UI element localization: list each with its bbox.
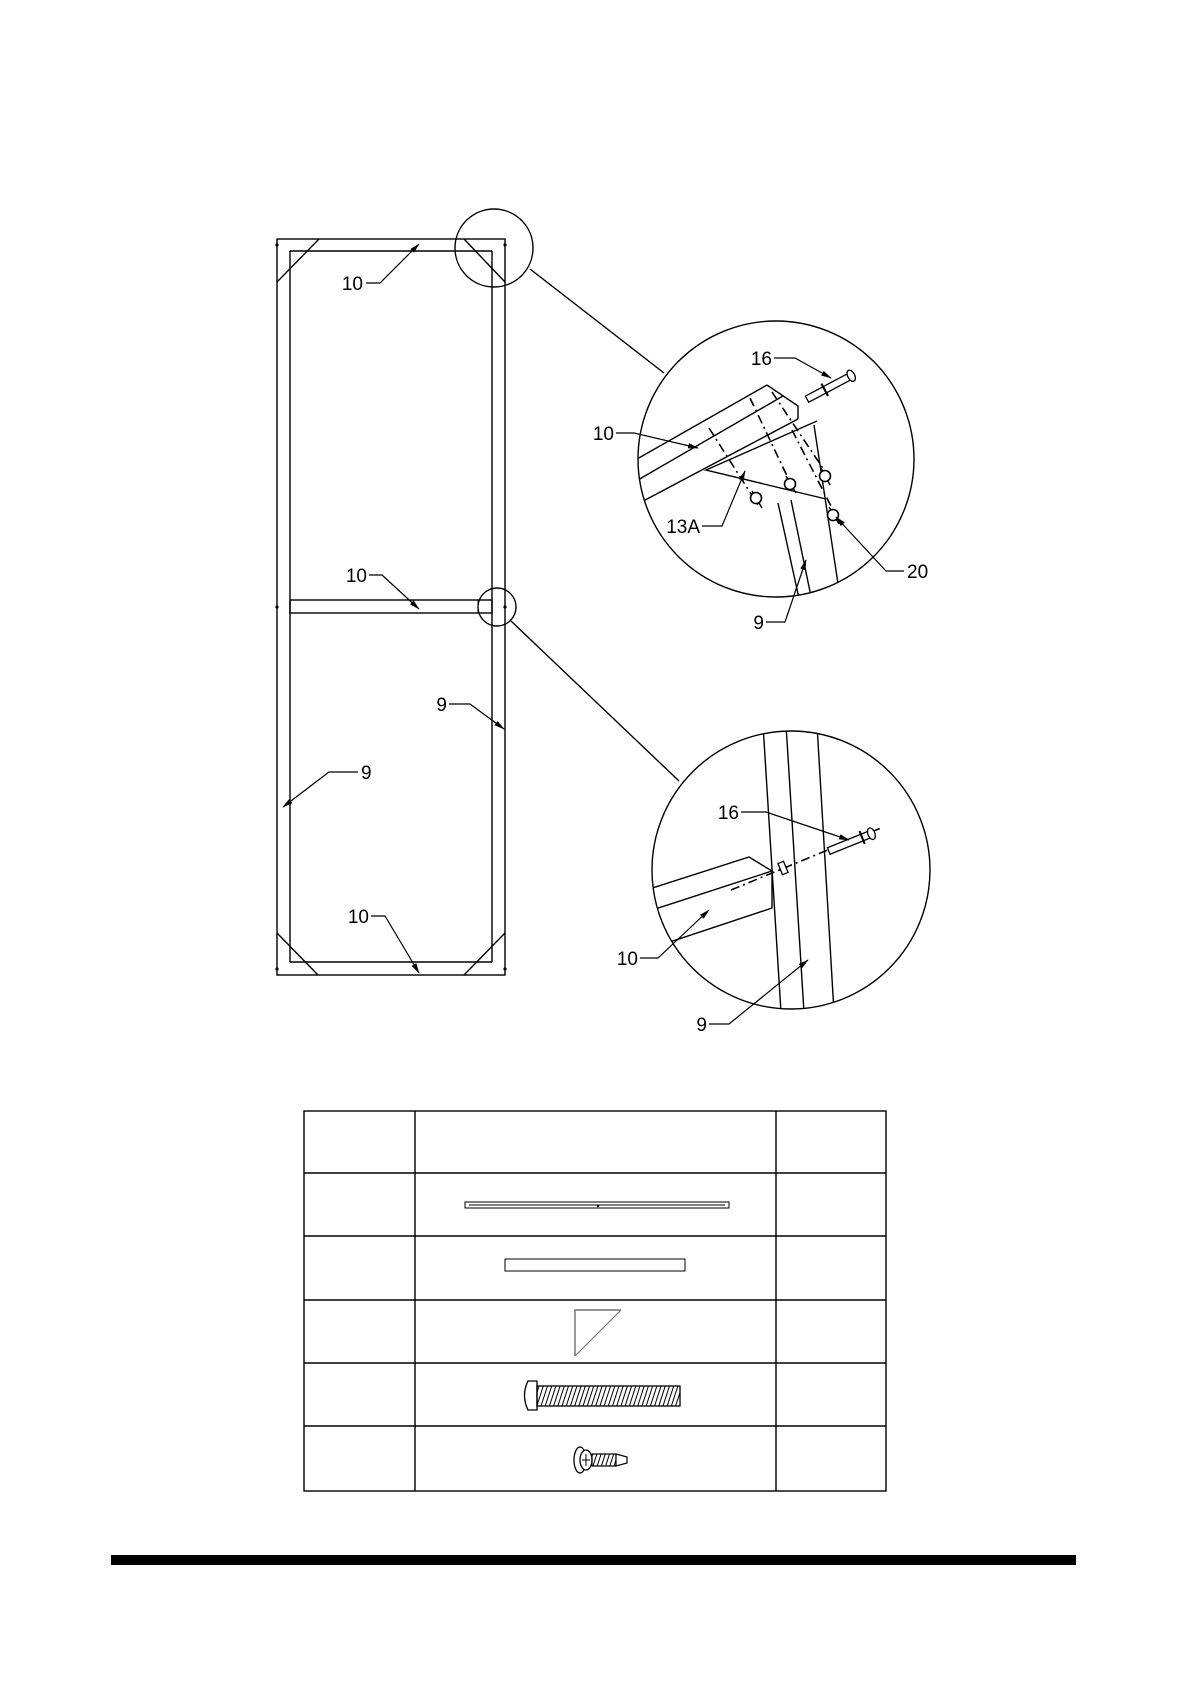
bolt-dot — [275, 243, 278, 246]
parts-table — [304, 1111, 886, 1491]
detail-corner — [593, 321, 928, 634]
callout-rail: 10 — [592, 424, 614, 445]
bolt-dot — [503, 605, 506, 608]
leader-line — [371, 916, 419, 973]
screw-path — [772, 392, 824, 470]
footer-bar — [111, 1555, 1076, 1565]
table-border — [304, 1111, 886, 1491]
screw-path — [750, 398, 788, 478]
frame-outline — [277, 239, 505, 975]
corner-bracket-bottom-left — [277, 933, 318, 975]
bolt-dot — [275, 967, 278, 970]
callout-right-post: 9 — [436, 695, 447, 716]
post-edge — [817, 725, 834, 1012]
rail-outline — [640, 857, 772, 952]
post-edge — [778, 503, 806, 630]
callout-bolt: 16 — [750, 349, 772, 370]
post-edge — [814, 425, 845, 630]
detail-middle-parts — [640, 725, 881, 1012]
zoom-connector-top — [530, 269, 664, 373]
callout-bracket: 13A — [666, 517, 700, 538]
nut-icon — [778, 861, 788, 874]
screw-icon — [751, 491, 763, 508]
zoom-circle-middle-joint — [478, 588, 516, 626]
callout-top-rail: 10 — [341, 274, 363, 295]
leader-line — [640, 910, 709, 958]
callout-screw: 20 — [907, 562, 929, 583]
corner-bracket-bottom-right — [464, 933, 505, 975]
bolt-dot — [503, 967, 506, 970]
corner-bracket-icon — [575, 1310, 621, 1356]
bolt-dot — [275, 605, 278, 608]
bolt-icon — [525, 1381, 681, 1410]
leader-line — [766, 560, 806, 622]
main-frame — [275, 239, 506, 975]
leader-line — [836, 517, 904, 571]
post-edge — [763, 725, 781, 1012]
long-rail-icon — [465, 1202, 729, 1208]
callout-post: 9 — [696, 1015, 707, 1036]
detail-corner-circle — [638, 321, 914, 597]
callout-post: 9 — [753, 613, 764, 634]
detail-middle-circle — [652, 731, 930, 1009]
callout-middle-rail: 10 — [345, 566, 367, 587]
callout-bolt: 16 — [717, 803, 739, 824]
callout-rail: 10 — [616, 949, 638, 970]
zoom-connector-middle — [511, 621, 679, 781]
leader-line — [369, 575, 419, 609]
zoom-circle-top-corner — [455, 209, 533, 287]
leader-line — [616, 433, 698, 448]
leader-line — [366, 244, 419, 283]
leader-line — [741, 812, 849, 840]
leader-line — [283, 772, 358, 807]
bolt-icon — [804, 368, 858, 405]
rail-mid-edge — [640, 871, 772, 914]
detail-middle-joint — [617, 725, 930, 1036]
leader-line — [449, 704, 504, 729]
corner-bracket-top-right — [464, 239, 505, 282]
callout-left-post: 9 — [361, 763, 372, 784]
corner-bracket-top-left — [277, 239, 319, 282]
rail-mid-edge — [600, 396, 783, 502]
bolt-icon — [826, 826, 877, 858]
callout-bottom-rail: 10 — [347, 907, 369, 928]
leader-line — [702, 471, 745, 526]
self-drilling-screw-icon — [574, 1447, 627, 1473]
leader-line — [774, 358, 831, 378]
short-rail-icon — [505, 1259, 685, 1271]
middle-rail — [290, 600, 492, 613]
bolt-dot — [503, 243, 506, 246]
post-edge — [786, 725, 804, 1012]
